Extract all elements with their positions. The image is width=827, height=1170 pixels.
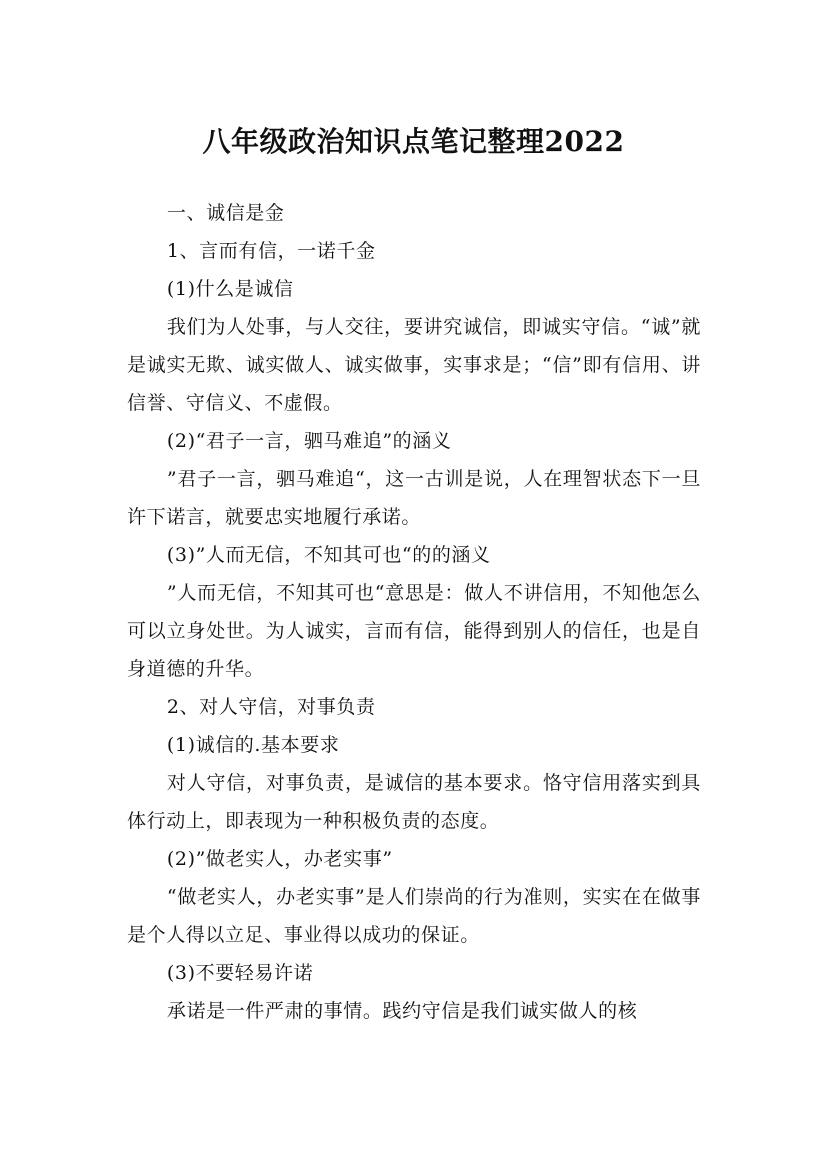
body-paragraph: ”人而无信，不知其可也“意思是：做人不讲信用，不知他怎么可以立身处世。为人诚实，言而有信，能得到别人的信任，也是自身道德的升华。 (127, 582, 701, 680)
point-heading: (3)”人而无信，不知其可也“的的涵义 (166, 544, 491, 566)
section-heading: 一、诚信是金 (166, 202, 285, 224)
document-title: 八年级政治知识点笔记整理2022 (202, 124, 625, 158)
point-heading: (1)什么是诚信 (166, 278, 294, 300)
body-paragraph: 对人守信，对事负责，是诚信的基本要求。恪守信用落实到具体行动上，即表现为一种积极负责的态度。 (127, 772, 701, 832)
point-heading: (3)不要轻易许诺 (166, 962, 314, 984)
body-paragraph: ”君子一言，驷马难追“，这一古训是说，人在理智状态下一旦许下诺言，就要忠实地履行承诺。 (127, 468, 701, 528)
body-paragraph: 承诺是一件严肃的事情。践约守信是我们诚实做人的核 (166, 1000, 638, 1022)
subsection-heading: 1、言而有信，一诺千金 (166, 240, 376, 262)
subsection-heading: 2、对人守信，对事负责 (166, 696, 376, 718)
point-heading: (2)“君子一言，驷马难追”的涵义 (166, 430, 452, 452)
point-heading: (2)”做老实人，办老实事” (166, 848, 393, 870)
body-paragraph: “做老实人，办老实事”是人们崇尚的行为准则，实实在在做事是个人得以立足、事业得以成功的保证。 (127, 886, 701, 946)
body-paragraph: 我们为人处事，与人交往，要讲究诚信，即诚实守信。“诚”就是诚实无欺、诚实做人、诚实做事，实事求是；“信”即有信用、讲信誉、守信义、不虚假。 (127, 316, 701, 414)
point-heading: (1)诚信的.基本要求 (166, 734, 340, 756)
document-body (127, 194, 701, 1030)
